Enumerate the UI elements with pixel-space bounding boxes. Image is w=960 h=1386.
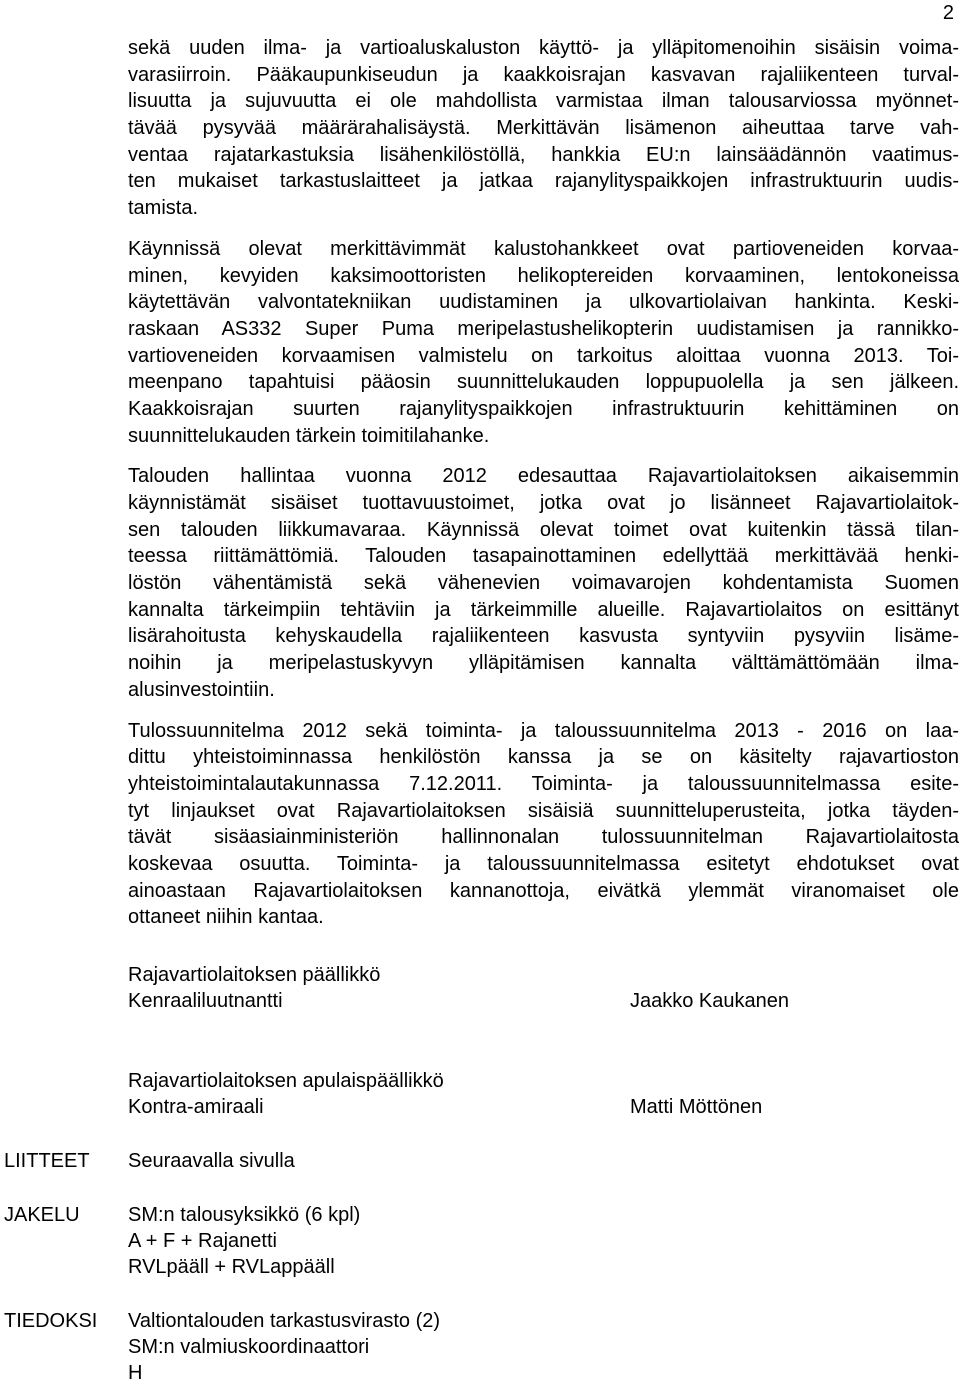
text-line: tyt linjaukset ovat Rajavartiolaitoksen sisäisiä suunnitteluperusteita, jotka täyden-: [128, 799, 959, 822]
distribution-label: JAKELU: [4, 1204, 80, 1226]
paragraph-4: [128, 718, 959, 932]
text-line: lisärahoitusta kehyskaudella rajaliikenteen kasvusta syntyviin pysyviin lisäme-: [128, 625, 959, 648]
text-line: ten mukaiset tarkastuslaitteet ja jatkaa rajanylityspaikkojen infrastruktuurin uudis-: [128, 170, 959, 193]
text-line: dittu yhteistoiminnassa henkilöstön kanssa ja se on käsitelty rajavartioston: [128, 746, 959, 769]
text-line: käynnistämät sisäiset tuottavuustoimet, jotka ovat jo lisänneet Rajavartiolaitok-: [128, 492, 959, 514]
signature-rank-1: Kenraaliluutnantti: [128, 990, 283, 1012]
text-line: Tulossuunnitelma 2012 sekä toiminta- ja taloussuunnitelma 2013 - 2016 on laa-: [128, 719, 959, 742]
text-line: ainoastaan Rajavartiolaitoksen kannanottoja, eivätkä ylemmät viranomaiset ole: [128, 879, 959, 902]
signature-title-1: Rajavartiolaitoksen päällikkö: [128, 964, 381, 986]
text-line: ottaneet niihin kantaa.: [128, 906, 324, 929]
text-line: noihin ja meripelastuskyvyn ylläpitämisen kannalta välttämättömään ilma-: [128, 652, 959, 675]
text-line: ventaa rajatarkastuksia lisähenkilöstöllä, hankkia EU:n lainsäädännön vaatimus-: [128, 143, 959, 166]
paragraph-3: [128, 463, 959, 703]
text-line: tamista.: [128, 197, 199, 220]
text-line: löstön vähentämistä sekä vähenevien voimavarojen kohdentamista Suomen: [128, 572, 959, 595]
text-line: tävät sisäasiainministeriön hallinnonalan tulossuunnitelman Rajavartiolaitosta: [128, 826, 959, 849]
distribution-item: RVLpääll + RVLappääll: [128, 1256, 335, 1278]
text-line: kannalta tärkeimpiin tehtäviin ja tärkeimmille alueille. Rajavartiolaitos on esittänyt: [128, 598, 959, 621]
attachments-label: LIITTEET: [4, 1150, 90, 1172]
text-line: yhteistoimintalautakunnassa 7.12.2011. Toiminta- ja taloussuunnitelmassa esite-: [128, 772, 959, 795]
text-line: vartioveneiden korvaamisen valmistelu on tarkoitus aloittaa vuonna 2013. Toi-: [128, 344, 959, 367]
signature-name-1: Jaakko Kaukanen: [630, 990, 790, 1012]
text-line: Talouden hallintaa vuonna 2012 edesauttaa Rajavartiolaitoksen aikaisemmin: [128, 465, 959, 488]
signature-title-2: Rajavartiolaitoksen apulaispäällikkö: [128, 1070, 444, 1092]
text-line: varasiirroin. Pääkaupunkiseudun ja kaakkoisrajan kasvavan rajaliikenteen turval-: [128, 63, 959, 86]
text-line: käytettävän valvontatekniikan uudistaminen ja ulkovartiolaivan hankinta. Keski-: [128, 291, 959, 314]
text-line: raskaan AS332 Super Puma meripelastushelikopterin uudistamisen ja rannikko-: [128, 317, 959, 340]
signature-rank-2: Kontra-amiraali: [128, 1096, 264, 1118]
signature-name-2: Matti Möttönen: [630, 1096, 763, 1118]
text-line: koskevaa osuutta. Toiminta- ja taloussuunnitelmassa esitetyt ehdotukset ovat: [128, 852, 959, 875]
distribution-item: SM:n talousyksikkö (6 kpl): [128, 1204, 361, 1226]
paragraph-2: [128, 236, 959, 450]
text-line: meenpano tapahtuisi pääosin suunnittelukauden loppupuolella ja sen jälkeen.: [128, 371, 959, 394]
text-line: sekä uuden ilma- ja vartioaluskaluston käyttö- ja ylläpitomenoihin sisäisin voima-: [128, 37, 959, 59]
text-line: suunnittelukauden tärkein toimitilahanke.: [128, 424, 490, 447]
text-line: lisuutta ja sujuvuutta ei ole mahdollista varmistaa ilman talousarviossa myönnet-: [128, 90, 959, 113]
paragraph-1: [128, 35, 959, 222]
text-line: Käynnissä olevat merkittävimmät kalustohankkeet ovat partioveneiden korvaa-: [128, 237, 959, 260]
text-line: teessa riittämättömiä. Talouden tasapainottaminen edellyttää merkittävää henki-: [128, 545, 959, 568]
page-number: 2: [942, 2, 954, 24]
distribution-item: A + F + Rajanetti: [128, 1230, 277, 1252]
text-line: tävää pysyvää määrärahalisäystä. Merkittävän lisämenon aiheuttaa tarve vah-: [128, 117, 959, 140]
text-line: alusinvestointiin.: [128, 678, 275, 701]
for-information-item: Valtiontalouden tarkastusvirasto (2): [128, 1310, 441, 1332]
for-information-item: H: [128, 1362, 143, 1384]
for-information-item: SM:n valmiuskoordinaattori: [128, 1336, 370, 1358]
attachments-value: Seuraavalla sivulla: [128, 1150, 295, 1172]
text-line: sen talouden liikkumavaraa. Käynnissä olevat toimet ovat kuitenkin tässä tilan-: [128, 518, 959, 541]
text-line: Kaakkoisrajan suurten rajanylityspaikkojen infrastruktuurin kehittäminen on: [128, 397, 959, 420]
document-body: [128, 35, 959, 931]
text-line: minen, kevyiden kaksimoottoristen helikoptereiden korvaaminen, lentokoneissa: [128, 264, 959, 287]
for-information-label: TIEDOKSI: [4, 1310, 98, 1332]
